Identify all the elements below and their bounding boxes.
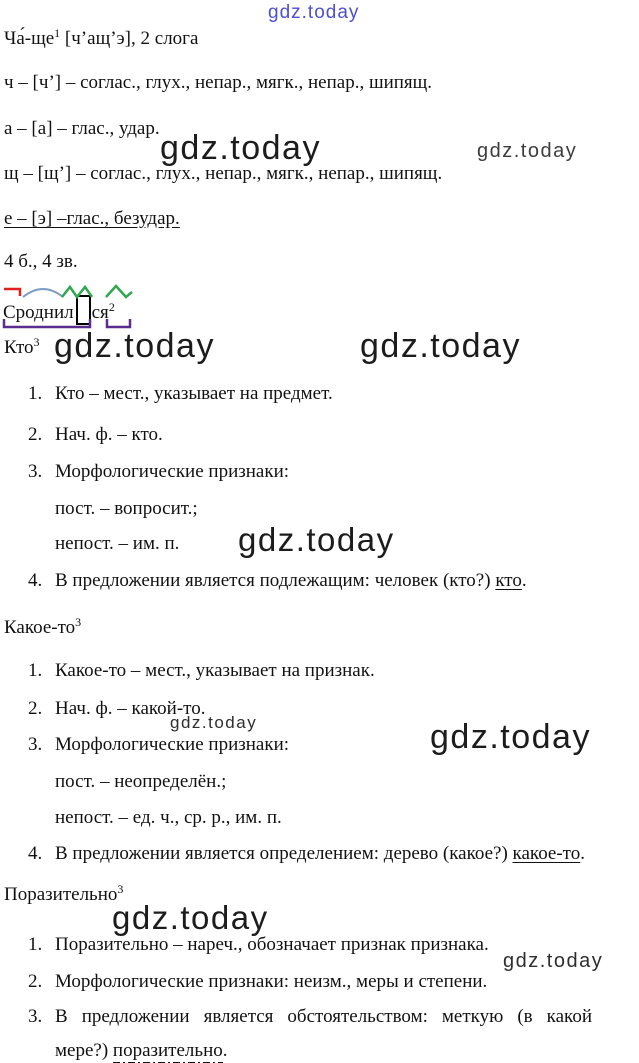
item-period: . bbox=[580, 843, 585, 864]
phonetic-totals: 4 б., 4 зв. bbox=[4, 251, 78, 272]
watermark: gdz.today bbox=[54, 327, 215, 365]
underlined-word: какое-то bbox=[512, 843, 581, 864]
morpheme-word bbox=[3, 295, 115, 325]
dashdot-underlined-word: поразительно bbox=[112, 1040, 223, 1061]
list-number: 4. bbox=[28, 570, 43, 591]
list-number: 3. bbox=[28, 1006, 43, 1027]
zero-ending-box-icon bbox=[76, 295, 91, 325]
watermark: gdz.today bbox=[160, 129, 321, 167]
item-period: . bbox=[521, 570, 527, 591]
list-number: 3. bbox=[28, 734, 43, 755]
watermark: gdz.today bbox=[360, 327, 521, 365]
list-subitem: пост. – неопределён.; bbox=[55, 771, 227, 792]
footnote-sup: 3 bbox=[33, 335, 40, 349]
list-item: Кто – мест., указывает на предмет. bbox=[55, 383, 333, 404]
list-item: Нач. ф. – кто. bbox=[55, 424, 163, 445]
morpheme-diagram bbox=[2, 283, 162, 335]
footnote-sup: 3 bbox=[117, 882, 124, 896]
list-item-line1: В предложении является обстоятельством: меткую (в какой bbox=[55, 1006, 592, 1027]
list-item bbox=[55, 570, 527, 592]
morpheme-stem: Сроднил bbox=[3, 302, 74, 323]
watermark: gdz.today bbox=[503, 950, 604, 972]
word: Какое-то bbox=[4, 617, 76, 638]
list-number: 2. bbox=[28, 424, 43, 445]
list-subitem: пост. – вопросит.; bbox=[55, 498, 198, 519]
underlined-word: кто bbox=[495, 570, 522, 591]
watermark-top: gdz.today bbox=[268, 2, 360, 23]
list-item-line2 bbox=[55, 1040, 227, 1062]
word: Поразительно bbox=[4, 884, 118, 905]
list-item: Какое-то – мест., указывает на признак. bbox=[55, 660, 375, 681]
list-item: Морфологические признаки: bbox=[55, 734, 290, 755]
watermark: gdz.today bbox=[170, 713, 258, 732]
word: Кто bbox=[4, 337, 34, 358]
watermark: gdz.today bbox=[112, 899, 269, 936]
list-subitem: непост. – им. п. bbox=[55, 533, 180, 554]
phonetic-title bbox=[4, 28, 198, 50]
list-item: Поразительно – нареч., обозначает признак признака. bbox=[55, 934, 489, 955]
section-title-kto bbox=[4, 337, 40, 359]
list-item: Морфологические признаки: неизм., меры и степени. bbox=[55, 971, 488, 992]
footnote-sup: 3 bbox=[75, 615, 82, 629]
item-text: В предложении является подлежащим: человек (кто?) bbox=[55, 570, 496, 591]
list-item: Нач. ф. – какой-то. bbox=[55, 698, 206, 719]
phonetic-line-ch: ч – [ч’] – соглас., глух., непар., мягк., непар., шипящ. bbox=[4, 72, 433, 93]
list-item: Морфологические признаки: bbox=[55, 461, 290, 482]
item-text: В предложении является определением: дерево (какое?) bbox=[55, 843, 513, 864]
list-number: 1. bbox=[28, 383, 43, 404]
phonetic-word: Ча́-ще bbox=[4, 28, 55, 49]
footnote-sup: 1 bbox=[54, 26, 61, 40]
list-subitem: непост. – ед. ч., ср. р., им. п. bbox=[55, 807, 282, 828]
phonetic-line-sch: щ – [щ’] – соглас., глух., непар., мягк., непар., шипящ. bbox=[4, 163, 443, 184]
watermark: gdz.today bbox=[238, 521, 395, 558]
list-number: 1. bbox=[28, 660, 43, 681]
morpheme-postfix: ся bbox=[91, 302, 109, 323]
phonetic-line-a: а – [а] – глас., удар. bbox=[4, 118, 160, 139]
list-number: 2. bbox=[28, 971, 43, 992]
list-number: 4. bbox=[28, 843, 43, 864]
item-text: мере?) bbox=[55, 1040, 113, 1061]
section-title-porazitelno bbox=[4, 884, 123, 906]
watermark: gdz.today bbox=[430, 718, 591, 756]
list-number: 1. bbox=[28, 934, 43, 955]
list-number: 2. bbox=[28, 698, 43, 719]
phonetic-transcription: [ч’ащ’э], 2 слога bbox=[60, 28, 199, 49]
footnote-sup: 2 bbox=[108, 300, 115, 314]
list-item bbox=[55, 843, 585, 865]
phonetic-line-e: е – [э] –глас., безудар. bbox=[4, 208, 180, 229]
item-period: . bbox=[222, 1040, 228, 1061]
section-title-kakoeto bbox=[4, 617, 81, 639]
watermark: gdz.today bbox=[477, 140, 578, 162]
list-number: 3. bbox=[28, 461, 43, 482]
